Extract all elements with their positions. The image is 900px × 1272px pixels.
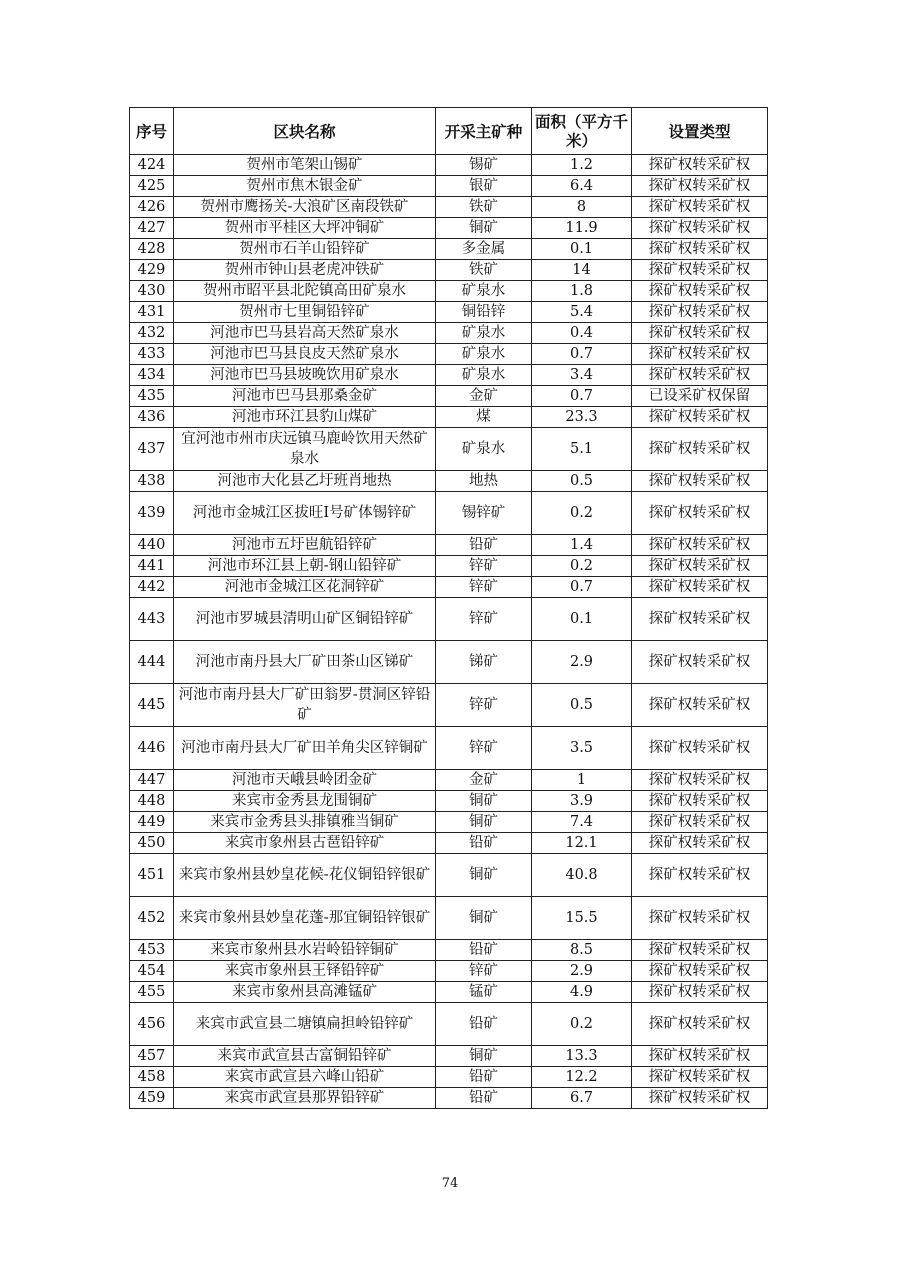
- table-row: [130, 727, 768, 770]
- cell-block-name: 贺州市昭平县北陀镇高田矿泉水: [174, 281, 436, 302]
- cell-area: 4.9: [532, 982, 632, 1003]
- cell-area: 5.4: [532, 302, 632, 323]
- cell-main-mineral: 铜矿: [436, 791, 532, 812]
- table-row: [130, 492, 768, 535]
- cell-block-name: 河池市环江县上朝-钢山铅锌矿: [174, 556, 436, 577]
- cell-area: 13.3: [532, 1046, 632, 1067]
- cell-area: 1: [532, 770, 632, 791]
- table-row: [130, 155, 768, 176]
- table-row: [130, 854, 768, 897]
- cell-serial-no: 445: [130, 684, 174, 727]
- table-row: [130, 1003, 768, 1046]
- cell-main-mineral: 铜矿: [436, 1046, 532, 1067]
- cell-setting-type: 已设采矿权保留: [632, 386, 768, 407]
- cell-setting-type: 探矿权转采矿权: [632, 471, 768, 492]
- cell-block-name: 河池市天峨县岭团金矿: [174, 770, 436, 791]
- cell-serial-no: 457: [130, 1046, 174, 1067]
- cell-main-mineral: 矿泉水: [436, 344, 532, 365]
- cell-serial-no: 448: [130, 791, 174, 812]
- cell-block-name: 来宾市象州县王铎铅锌矿: [174, 961, 436, 982]
- cell-serial-no: 458: [130, 1067, 174, 1088]
- cell-block-name: 来宾市金秀县龙围铜矿: [174, 791, 436, 812]
- cell-block-name: 来宾市武宣县二塘镇扁担岭铅锌矿: [174, 1003, 436, 1046]
- cell-area: 12.1: [532, 833, 632, 854]
- cell-serial-no: 437: [130, 428, 174, 471]
- cell-setting-type: 探矿权转采矿权: [632, 281, 768, 302]
- cell-block-name: 贺州市平桂区大坪冲铜矿: [174, 218, 436, 239]
- cell-setting-type: 探矿权转采矿权: [632, 1046, 768, 1067]
- cell-block-name: 贺州市笔架山锡矿: [174, 155, 436, 176]
- cell-setting-type: 探矿权转采矿权: [632, 176, 768, 197]
- cell-setting-type: 探矿权转采矿权: [632, 218, 768, 239]
- cell-serial-no: 453: [130, 940, 174, 961]
- table-row: [130, 641, 768, 684]
- table-row: [130, 218, 768, 239]
- cell-setting-type: 探矿权转采矿权: [632, 791, 768, 812]
- cell-area: 0.4: [532, 323, 632, 344]
- cell-setting-type: 探矿权转采矿权: [632, 854, 768, 897]
- cell-setting-type: 探矿权转采矿权: [632, 897, 768, 940]
- table-row: [130, 407, 768, 428]
- cell-serial-no: 452: [130, 897, 174, 940]
- table-body: [130, 155, 768, 1109]
- cell-setting-type: 探矿权转采矿权: [632, 407, 768, 428]
- cell-main-mineral: 铜矿: [436, 218, 532, 239]
- table-row: [130, 281, 768, 302]
- cell-block-name: 贺州市焦木银金矿: [174, 176, 436, 197]
- cell-setting-type: 探矿权转采矿权: [632, 365, 768, 386]
- cell-block-name: 来宾市象州县高滩锰矿: [174, 982, 436, 1003]
- cell-block-name: 来宾市象州县水岩岭铅锌铜矿: [174, 940, 436, 961]
- cell-block-name: 河池市金城江区拔旺Ⅰ号矿体锡锌矿: [174, 492, 436, 535]
- cell-main-mineral: 锌矿: [436, 684, 532, 727]
- cell-main-mineral: 锑矿: [436, 641, 532, 684]
- cell-serial-no: 429: [130, 260, 174, 281]
- table-row: [130, 577, 768, 598]
- table-row: [130, 535, 768, 556]
- cell-area: 23.3: [532, 407, 632, 428]
- table-row: [130, 812, 768, 833]
- cell-area: 3.4: [532, 365, 632, 386]
- cell-main-mineral: 矿泉水: [436, 281, 532, 302]
- cell-area: 6.7: [532, 1088, 632, 1109]
- cell-area: 1.4: [532, 535, 632, 556]
- cell-setting-type: 探矿权转采矿权: [632, 577, 768, 598]
- cell-main-mineral: 锌矿: [436, 556, 532, 577]
- cell-serial-no: 435: [130, 386, 174, 407]
- cell-main-mineral: 多金属: [436, 239, 532, 260]
- cell-serial-no: 444: [130, 641, 174, 684]
- cell-area: 12.2: [532, 1067, 632, 1088]
- cell-serial-no: 424: [130, 155, 174, 176]
- cell-serial-no: 447: [130, 770, 174, 791]
- cell-setting-type: 探矿权转采矿权: [632, 1067, 768, 1088]
- table-row: [130, 833, 768, 854]
- cell-serial-no: 450: [130, 833, 174, 854]
- cell-main-mineral: 锌矿: [436, 598, 532, 641]
- cell-block-name: 河池市巴马县岩高天然矿泉水: [174, 323, 436, 344]
- table-row: [130, 197, 768, 218]
- cell-serial-no: 441: [130, 556, 174, 577]
- cell-block-name: 河池市南丹县大厂矿田翁罗-贯洞区锌铅矿: [174, 684, 436, 727]
- cell-setting-type: 探矿权转采矿权: [632, 684, 768, 727]
- cell-setting-type: 探矿权转采矿权: [632, 641, 768, 684]
- table-row: [130, 1088, 768, 1109]
- cell-serial-no: 440: [130, 535, 174, 556]
- cell-area: 7.4: [532, 812, 632, 833]
- table-row: [130, 770, 768, 791]
- cell-block-name: 宜河池市州市庆远镇马鹿岭饮用天然矿泉水: [174, 428, 436, 471]
- cell-setting-type: 探矿权转采矿权: [632, 940, 768, 961]
- cell-block-name: 来宾市象州县古琶铅锌矿: [174, 833, 436, 854]
- table-row: [130, 260, 768, 281]
- cell-block-name: 来宾市象州县妙皇花蓬-那宜铜铅锌银矿: [174, 897, 436, 940]
- cell-block-name: 河池市巴马县那桑金矿: [174, 386, 436, 407]
- header-setting-type: 设置类型: [632, 108, 768, 155]
- cell-main-mineral: 锌矿: [436, 577, 532, 598]
- table-row: [130, 961, 768, 982]
- cell-setting-type: 探矿权转采矿权: [632, 344, 768, 365]
- cell-serial-no: 454: [130, 961, 174, 982]
- cell-serial-no: 434: [130, 365, 174, 386]
- cell-setting-type: 探矿权转采矿权: [632, 598, 768, 641]
- cell-block-name: 河池市巴马县坡晚饮用矿泉水: [174, 365, 436, 386]
- cell-setting-type: 探矿权转采矿权: [632, 961, 768, 982]
- table-row: [130, 556, 768, 577]
- cell-block-name: 来宾市武宣县六峰山铅矿: [174, 1067, 436, 1088]
- page-number: 74: [441, 1176, 459, 1191]
- cell-serial-no: 442: [130, 577, 174, 598]
- cell-setting-type: 探矿权转采矿权: [632, 260, 768, 281]
- cell-area: 0.1: [532, 598, 632, 641]
- cell-area: 8: [532, 197, 632, 218]
- header-area: 面积（平方千米）: [532, 108, 632, 155]
- cell-block-name: 河池市南丹县大厂矿田茶山区锑矿: [174, 641, 436, 684]
- cell-block-name: 贺州市钟山县老虎冲铁矿: [174, 260, 436, 281]
- table-row: [130, 365, 768, 386]
- cell-area: 40.8: [532, 854, 632, 897]
- cell-main-mineral: 铁矿: [436, 260, 532, 281]
- cell-area: 3.5: [532, 727, 632, 770]
- cell-main-mineral: 银矿: [436, 176, 532, 197]
- cell-setting-type: 探矿权转采矿权: [632, 833, 768, 854]
- cell-block-name: 贺州市七里铜铅锌矿: [174, 302, 436, 323]
- cell-setting-type: 探矿权转采矿权: [632, 323, 768, 344]
- cell-main-mineral: 铜矿: [436, 854, 532, 897]
- cell-block-name: 河池市南丹县大厂矿田羊角尖区锌铜矿: [174, 727, 436, 770]
- cell-area: 0.7: [532, 344, 632, 365]
- cell-setting-type: 探矿权转采矿权: [632, 492, 768, 535]
- cell-serial-no: 449: [130, 812, 174, 833]
- mining-blocks-table: [129, 107, 768, 1109]
- cell-main-mineral: 铅矿: [436, 535, 532, 556]
- cell-serial-no: 459: [130, 1088, 174, 1109]
- header-serial-no: 序号: [130, 108, 174, 155]
- cell-setting-type: 探矿权转采矿权: [632, 428, 768, 471]
- table-row: [130, 1067, 768, 1088]
- table-row: [130, 684, 768, 727]
- header-main-mineral: 开采主矿种: [436, 108, 532, 155]
- cell-block-name: 来宾市象州县妙皇花候-花仪铜铅锌银矿: [174, 854, 436, 897]
- cell-setting-type: 探矿权转采矿权: [632, 556, 768, 577]
- cell-setting-type: 探矿权转采矿权: [632, 535, 768, 556]
- cell-area: 15.5: [532, 897, 632, 940]
- cell-serial-no: 425: [130, 176, 174, 197]
- table-row: [130, 428, 768, 471]
- cell-main-mineral: 铁矿: [436, 197, 532, 218]
- cell-block-name: 河池市大化县乙圩班肖地热: [174, 471, 436, 492]
- cell-block-name: 河池市五圩岜航铅锌矿: [174, 535, 436, 556]
- table-row: [130, 344, 768, 365]
- cell-area: 6.4: [532, 176, 632, 197]
- cell-serial-no: 456: [130, 1003, 174, 1046]
- table-row: [130, 239, 768, 260]
- cell-main-mineral: 铜矿: [436, 812, 532, 833]
- cell-serial-no: 428: [130, 239, 174, 260]
- cell-serial-no: 455: [130, 982, 174, 1003]
- table-row: [130, 386, 768, 407]
- cell-serial-no: 446: [130, 727, 174, 770]
- cell-main-mineral: 锡锌矿: [436, 492, 532, 535]
- cell-setting-type: 探矿权转采矿权: [632, 770, 768, 791]
- cell-area: 1.8: [532, 281, 632, 302]
- cell-main-mineral: 地热: [436, 471, 532, 492]
- cell-block-name: 河池市罗城县清明山矿区铜铅锌矿: [174, 598, 436, 641]
- table-row: [130, 982, 768, 1003]
- cell-serial-no: 438: [130, 471, 174, 492]
- table-row: [130, 323, 768, 344]
- table-row: [130, 176, 768, 197]
- cell-block-name: 河池市巴马县良皮天然矿泉水: [174, 344, 436, 365]
- cell-area: 0.5: [532, 684, 632, 727]
- cell-serial-no: 439: [130, 492, 174, 535]
- cell-serial-no: 426: [130, 197, 174, 218]
- cell-block-name: 来宾市武宣县古富铜铅锌矿: [174, 1046, 436, 1067]
- cell-main-mineral: 锰矿: [436, 982, 532, 1003]
- cell-main-mineral: 铅矿: [436, 1067, 532, 1088]
- table-row: [130, 940, 768, 961]
- cell-block-name: 河池市金城江区花洞锌矿: [174, 577, 436, 598]
- cell-block-name: 来宾市金秀县头排镇雅当铜矿: [174, 812, 436, 833]
- cell-area: 5.1: [532, 428, 632, 471]
- cell-block-name: 河池市环江县豹山煤矿: [174, 407, 436, 428]
- table-row: [130, 1046, 768, 1067]
- cell-main-mineral: 铅矿: [436, 940, 532, 961]
- cell-main-mineral: 锌矿: [436, 961, 532, 982]
- cell-serial-no: 432: [130, 323, 174, 344]
- cell-setting-type: 探矿权转采矿权: [632, 1088, 768, 1109]
- cell-area: 1.2: [532, 155, 632, 176]
- cell-main-mineral: 铅矿: [436, 1003, 532, 1046]
- cell-area: 2.9: [532, 961, 632, 982]
- cell-area: 3.9: [532, 791, 632, 812]
- cell-main-mineral: 矿泉水: [436, 428, 532, 471]
- cell-setting-type: 探矿权转采矿权: [632, 1003, 768, 1046]
- cell-block-name: 贺州市鹰扬关-大浪矿区南段铁矿: [174, 197, 436, 218]
- cell-main-mineral: 锌矿: [436, 727, 532, 770]
- cell-main-mineral: 铜铅锌: [436, 302, 532, 323]
- cell-setting-type: 探矿权转采矿权: [632, 302, 768, 323]
- cell-area: 0.2: [532, 492, 632, 535]
- cell-block-name: 贺州市石羊山铅锌矿: [174, 239, 436, 260]
- cell-main-mineral: 铅矿: [436, 1088, 532, 1109]
- cell-area: 11.9: [532, 218, 632, 239]
- table-row: [130, 598, 768, 641]
- cell-area: 14: [532, 260, 632, 281]
- cell-block-name: 来宾市武宣县那界铅锌矿: [174, 1088, 436, 1109]
- cell-serial-no: 433: [130, 344, 174, 365]
- cell-setting-type: 探矿权转采矿权: [632, 239, 768, 260]
- header-block-name: 区块名称: [174, 108, 436, 155]
- cell-area: 0.5: [532, 471, 632, 492]
- cell-serial-no: 436: [130, 407, 174, 428]
- cell-serial-no: 451: [130, 854, 174, 897]
- cell-main-mineral: 铜矿: [436, 897, 532, 940]
- cell-serial-no: 443: [130, 598, 174, 641]
- cell-area: 0.1: [532, 239, 632, 260]
- cell-setting-type: 探矿权转采矿权: [632, 155, 768, 176]
- cell-main-mineral: 矿泉水: [436, 323, 532, 344]
- cell-area: 2.9: [532, 641, 632, 684]
- table-row: [130, 302, 768, 323]
- cell-serial-no: 431: [130, 302, 174, 323]
- cell-area: 0.2: [532, 1003, 632, 1046]
- cell-serial-no: 430: [130, 281, 174, 302]
- cell-serial-no: 427: [130, 218, 174, 239]
- cell-setting-type: 探矿权转采矿权: [632, 812, 768, 833]
- cell-main-mineral: 矿泉水: [436, 365, 532, 386]
- table-header-row: [130, 108, 768, 155]
- cell-main-mineral: 煤: [436, 407, 532, 428]
- cell-setting-type: 探矿权转采矿权: [632, 727, 768, 770]
- table-row: [130, 471, 768, 492]
- table-row: [130, 791, 768, 812]
- cell-area: 8.5: [532, 940, 632, 961]
- cell-main-mineral: 铅矿: [436, 833, 532, 854]
- cell-main-mineral: 金矿: [436, 386, 532, 407]
- cell-main-mineral: 锡矿: [436, 155, 532, 176]
- cell-setting-type: 探矿权转采矿权: [632, 197, 768, 218]
- cell-setting-type: 探矿权转采矿权: [632, 982, 768, 1003]
- cell-area: 0.7: [532, 386, 632, 407]
- cell-main-mineral: 金矿: [436, 770, 532, 791]
- cell-area: 0.2: [532, 556, 632, 577]
- cell-area: 0.7: [532, 577, 632, 598]
- table-row: [130, 897, 768, 940]
